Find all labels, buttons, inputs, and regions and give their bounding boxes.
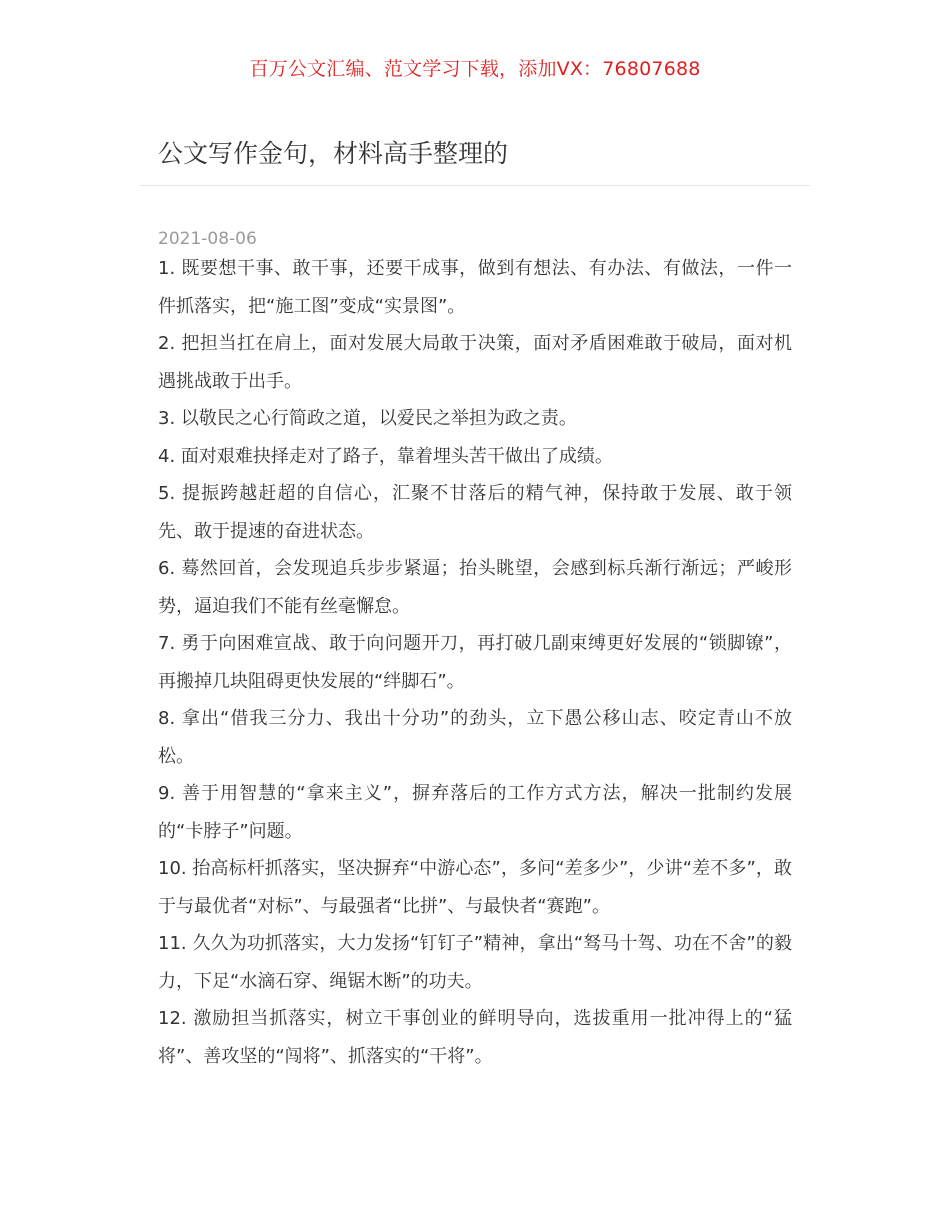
list-item: 2. 把担当扛在肩上，面对发展大局敢于决策，面对矛盾困难敢于破局，面对机遇挑战敢于出手。 [158,333,792,392]
list-item: 7. 勇于向困难宣战、敢于向问题开刀，再打破几副束缚更好发展的“锁脚镣”，再搬掉几块阻碍更快发展的“绊脚石”。 [158,633,792,692]
title-divider [140,185,810,186]
article-title: 公文写作金句，材料高手整理的 [158,139,509,168]
list-item: 5. 提振跨越赶超的自信心，汇聚不甘落后的精气神，保持敢于发展、敢于领先、敢于提速的奋进状态。 [158,483,792,542]
list-item: 8. 拿出“借我三分力、我出十分功”的劲头，立下愚公移山志、咬定青山不放松。 [158,708,792,767]
list-item: 3. 以敬民之心行简政之道，以爱民之举担为政之责。 [158,408,577,429]
promo-banner: 百万公文汇编、范文学习下载，添加VX：76807688 [249,58,701,80]
list-item: 9. 善于用智慧的“拿来主义”，摒弃落后的工作方式方法，解决一批制约发展的“卡脖子”问题。 [158,783,792,842]
publish-date: 2021-08-06 [158,229,257,249]
list-item: 1. 既要想干事、敢干事，还要干成事，做到有想法、有办法、有做法，一件一件抓落实，把“施工图”变成“实景图”。 [158,258,792,317]
article-body [158,250,792,1075]
list-item: 12. 激励担当抓落实，树立干事创业的鲜明导向，选拔重用一批冲得上的“猛将”、善攻坚的“闯将”、抓落实的“干将”。 [158,1008,792,1067]
list-item: 10. 抬高标杆抓落实，坚决摒弃“中游心态”，多问“差多少”，少讲“差不多”，敢于与最优者“对标”、与最强者“比拼”、与最快者“赛跑”。 [158,858,792,917]
list-item: 11. 久久为功抓落实，大力发扬“钉钉子”精神，拿出“驽马十驾、功在不舍”的毅力，下足“水滴石穿、绳锯木断”的功夫。 [158,933,792,992]
list-item: 6. 蓦然回首，会发现追兵步步紧逼；抬头眺望，会感到标兵渐行渐远；严峻形势，逼迫我们不能有丝毫懈怠。 [158,558,792,617]
list-item: 4. 面对艰难抉择走对了路子，靠着埋头苦干做出了成绩。 [158,445,613,467]
